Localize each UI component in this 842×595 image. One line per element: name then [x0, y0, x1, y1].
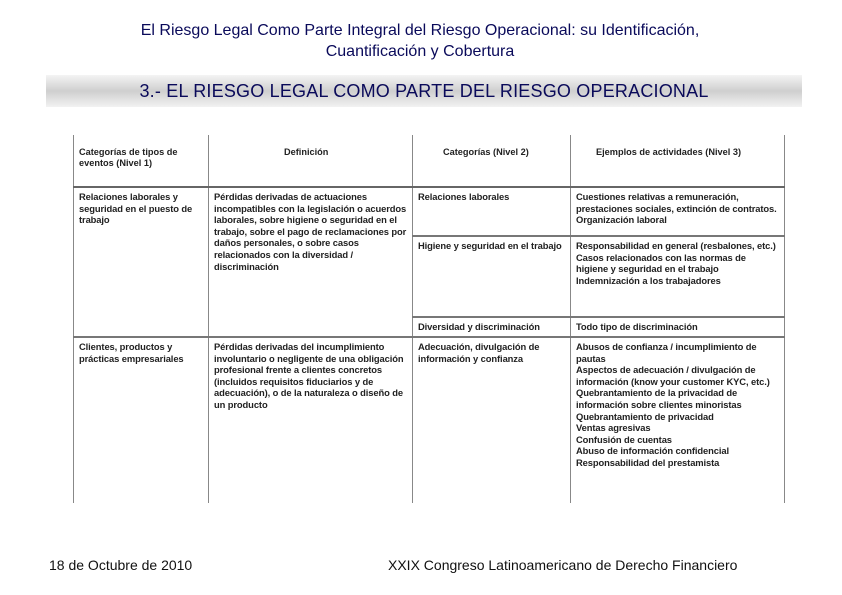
group2-level1: Clientes, productos y prácticas empresariales — [74, 337, 209, 503]
group1-sub1-level2: Relaciones laborales — [413, 187, 571, 236]
example-item: Responsabilidad en general (resbalones, etc.) — [576, 240, 776, 251]
footer-event: XXIX Congreso Latinoamericano de Derecho Financiero — [388, 557, 738, 573]
example-item: Cuestiones relativas a remuneración, prestaciones sociales, extinción de contratos. — [576, 191, 777, 214]
table-row — [74, 337, 785, 503]
example-item: Quebrantamiento de privacidad — [576, 410, 714, 422]
example-item: Responsabilidad del prestamista — [576, 456, 720, 468]
group2-sub1-examples — [571, 337, 785, 503]
section-heading: 3.- EL RIESGO LEGAL COMO PARTE DEL RIESGO OPERACIONAL — [139, 81, 709, 101]
header-level3: Ejemplos de actividades (Nivel 3) — [571, 135, 785, 187]
slide-title — [60, 20, 780, 62]
table-row — [74, 187, 785, 236]
group1-sub2-examples — [571, 236, 785, 317]
footer-date: 18 de Octubre de 2010 — [49, 557, 193, 573]
example-item: Quebrantamiento de la privacidad de información sobre clientes minoristas — [576, 387, 742, 410]
group1-sub2-level2: Higiene y seguridad en el trabajo — [413, 236, 571, 317]
slide-title-line1: El Riesgo Legal Como Parte Integral del Riesgo Operacional: su Identificación, — [140, 22, 700, 39]
section-band — [46, 75, 802, 107]
example-item: Aspectos de adecuación / divulgación de información (know your customer KYC, etc.) — [576, 364, 770, 387]
group1-level1: Relaciones laborales y seguridad en el puesto de trabajo — [74, 187, 209, 337]
table-header-row — [74, 135, 785, 187]
header-definition: Definición — [209, 135, 413, 187]
example-item: Abuso de información confidencial — [576, 445, 729, 457]
example-item: Indemnización a los trabajadores — [576, 274, 721, 286]
group1-sub1-examples — [571, 187, 785, 236]
slide-title-line2: Cuantificación y Cobertura — [325, 43, 515, 60]
group2-sub1-level2: Adecuación, divulgación de información y confianza — [413, 337, 571, 503]
example-item: Casos relacionados con las normas de higiene y seguridad en el trabajo — [576, 251, 746, 275]
group1-sub3-examples — [571, 317, 785, 337]
group2-definition: Pérdidas derivadas del incumplimiento involuntario o negligente de una obligación profesional frente a clientes concretos (incluidos requisitos fiduciarios y de adecuación), o de la naturaleza o diseño de un producto — [209, 337, 413, 503]
header-level2: Categorías (Nivel 2) — [413, 135, 571, 187]
risk-categories-table — [73, 135, 784, 505]
example-item: Todo tipo de discriminación — [576, 321, 698, 332]
example-item: Confusión de cuentas — [576, 433, 672, 445]
example-item: Ventas agresivas — [576, 422, 651, 434]
header-level1: Categorías de tipos de eventos (Nivel 1) — [74, 135, 209, 187]
example-item: Organización laboral — [576, 214, 667, 226]
group1-definition: Pérdidas derivadas de actuaciones incompatibles con la legislación o acuerdos laborales, sobre higiene o seguridad en el trabajo, sobre el pago de reclamaciones por daños personales, o sobre casos relacionados con la diversidad / discriminación — [209, 187, 413, 337]
group1-sub3-level2: Diversidad y discriminación — [413, 317, 571, 337]
example-item: Abusos de confianza / incumplimiento de pautas — [576, 341, 757, 364]
